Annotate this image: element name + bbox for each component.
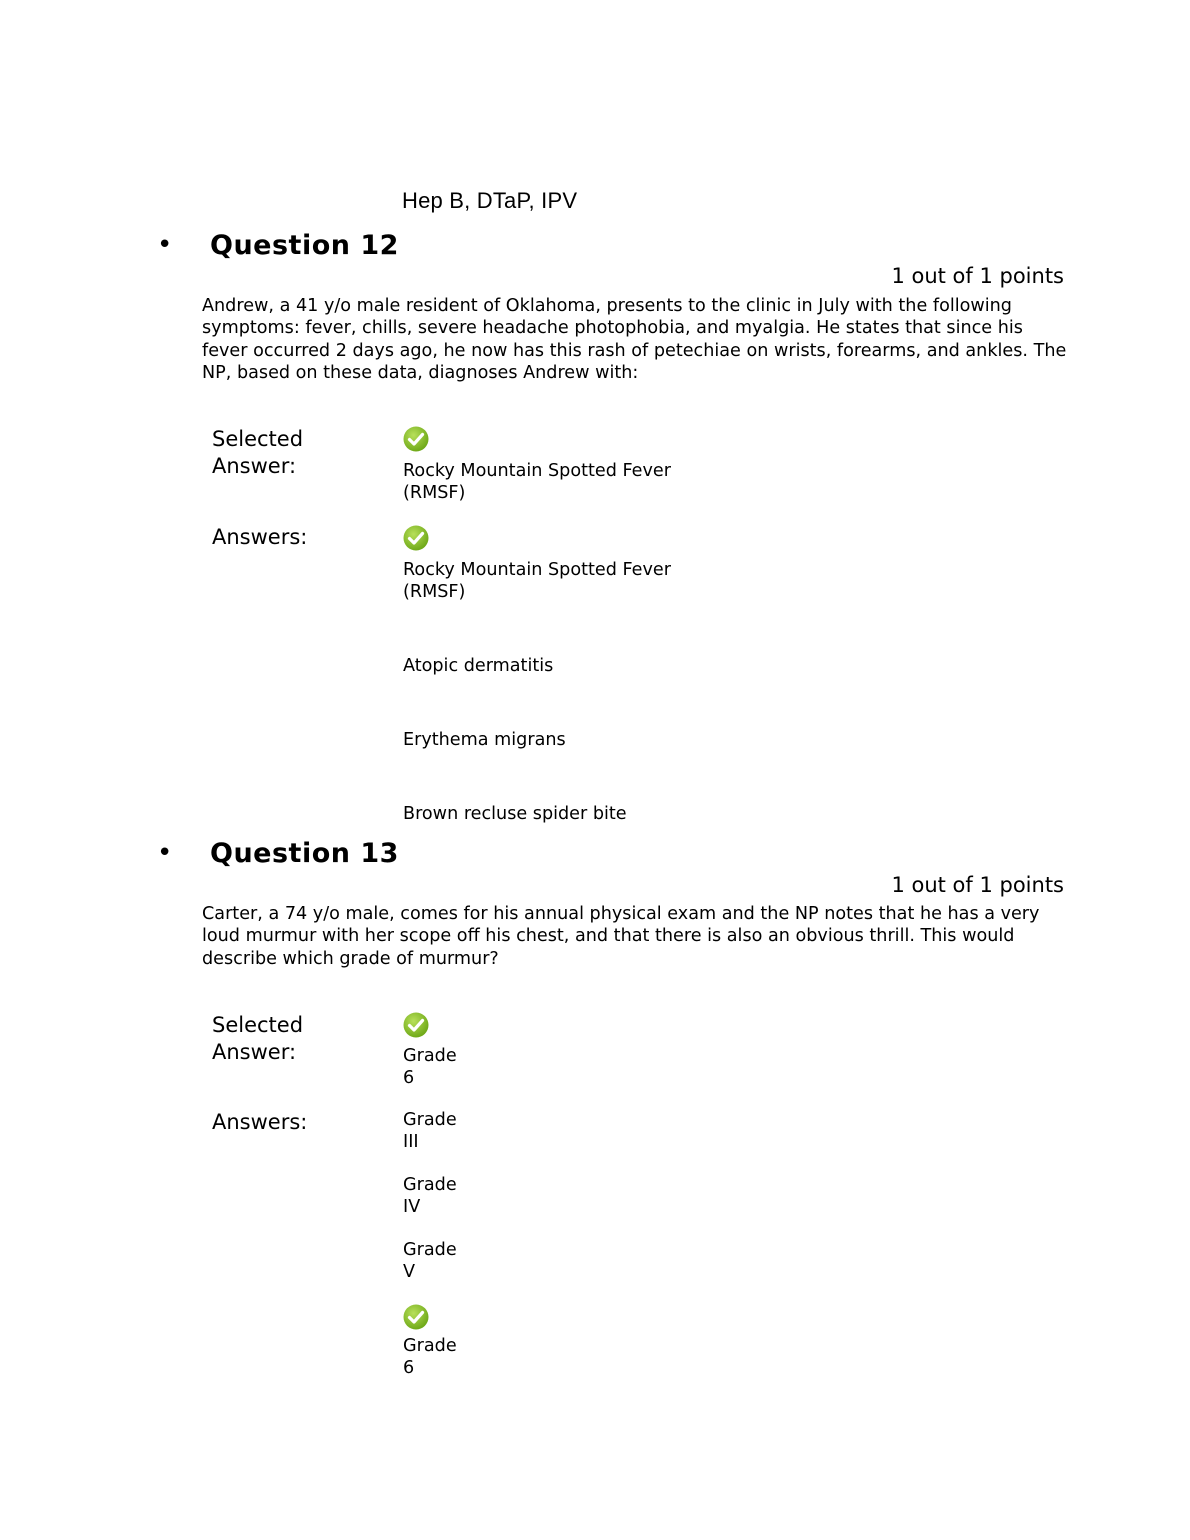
- correct-check-icon: [403, 1012, 429, 1038]
- answers-label: Answers:: [212, 1110, 308, 1134]
- answer-option: Grade III: [403, 1110, 457, 1152]
- selected-answer: Grade 6: [403, 1046, 457, 1088]
- answer-option: Grade V: [403, 1240, 457, 1282]
- selected-answer-label: Selected Answer:: [212, 427, 304, 478]
- question-13-text: Carter, a 74 y/o male, comes for his annual physical exam and the NP notes that he has a very loud murmur with her scope off his chest, and that there is also an obvious thrill. This would describe which grade of murmur?: [202, 904, 1040, 969]
- answers-label: Answers:: [212, 525, 308, 549]
- question-12-title: Question 12: [210, 230, 399, 261]
- correct-check-icon: [403, 426, 429, 452]
- question-13-points: 1 out of 1 points: [891, 873, 1064, 897]
- answer-option: Erythema migrans: [403, 730, 566, 750]
- correct-check-icon: [403, 525, 429, 551]
- answer-option: Rocky Mountain Spotted Fever (RMSF): [403, 560, 671, 602]
- question-12-text: Andrew, a 41 y/o male resident of Oklahoma, presents to the clinic in July with the following symptoms: fever, chills, severe headache photophobia, and myalgia. He states that since his fever occurred 2 days ago, he now has this rash of petechiae on wrists, forearms, and ankles. The NP, based on these data, diagnoses Andrew with:: [202, 296, 1067, 383]
- answer-option: Grade 6: [403, 1336, 457, 1378]
- selected-answer: Rocky Mountain Spotted Fever (RMSF): [403, 461, 671, 503]
- previous-answer: Hep B, DTaP, IPV: [402, 188, 578, 213]
- question-bullet: •: [157, 230, 173, 260]
- question-13-title: Question 13: [210, 838, 399, 869]
- answer-option: Grade IV: [403, 1175, 457, 1217]
- correct-check-icon: [403, 1304, 429, 1330]
- question-12-points: 1 out of 1 points: [891, 264, 1064, 288]
- question-bullet: •: [157, 838, 173, 868]
- selected-answer-label: Selected Answer:: [212, 1013, 304, 1064]
- answer-option: Atopic dermatitis: [403, 656, 554, 676]
- answer-option: Brown recluse spider bite: [403, 804, 627, 824]
